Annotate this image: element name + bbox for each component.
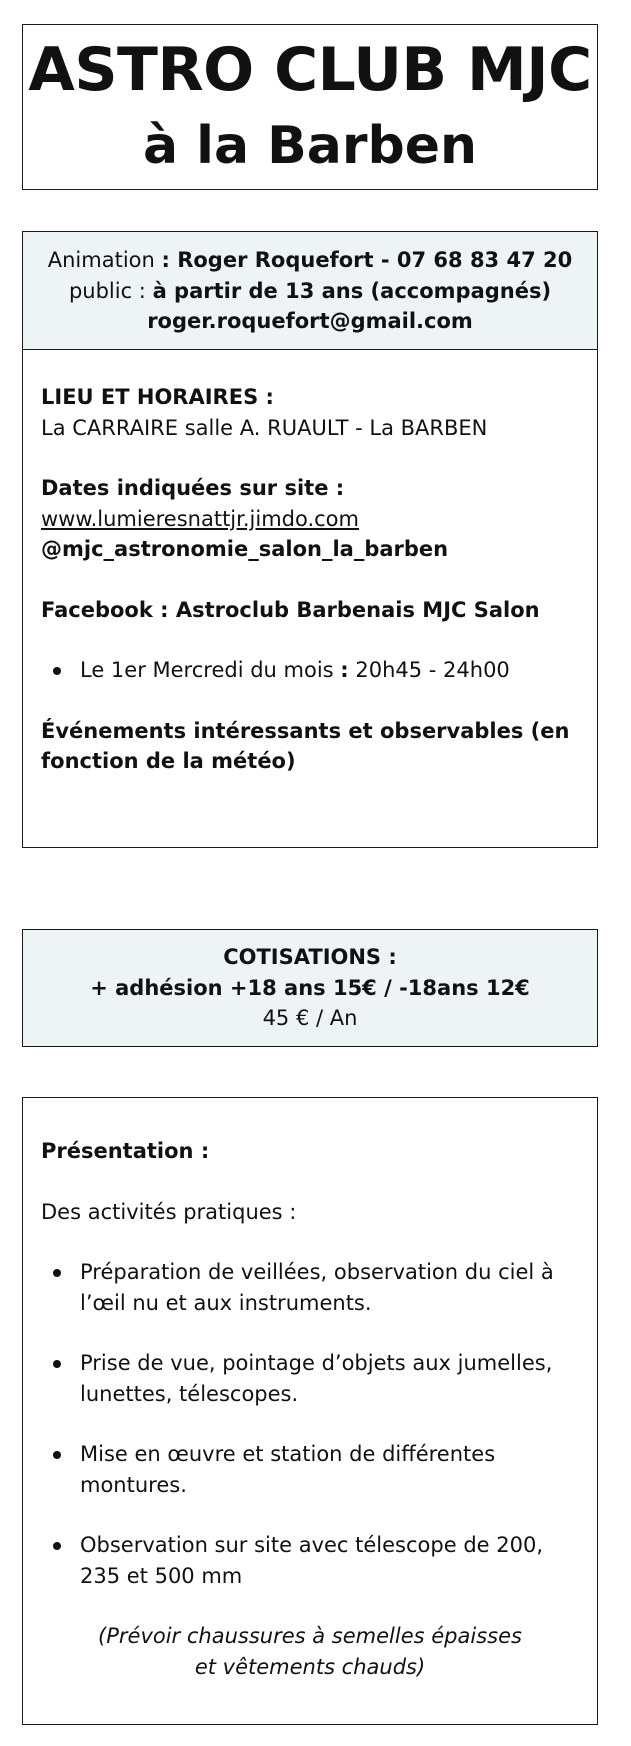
note-line-2: et vêtements chauds) xyxy=(194,1654,426,1679)
list-item: Mise en œuvre et station de différentes montures. xyxy=(41,1439,579,1500)
lieu-heading: LIEU ET HORAIRES : xyxy=(41,385,274,409)
website-link[interactable]: www.lumieresnattjr.jimdo.com xyxy=(41,506,359,531)
page-title: ASTRO CLUB MJC xyxy=(28,35,592,105)
title-box xyxy=(22,24,598,190)
info-box xyxy=(22,231,598,848)
adhesion-line: + adhésion +18 ans 15€ / -18ans 12€ xyxy=(90,975,530,1000)
instagram-handle: @mjc_astronomie_salon_la_barben xyxy=(41,537,449,561)
lieu-section xyxy=(41,382,579,443)
page-subtitle: à la Barben xyxy=(142,116,478,176)
list-item xyxy=(41,655,579,686)
animation-label: Animation xyxy=(47,248,162,272)
presentation-heading: Présentation : xyxy=(41,1139,210,1163)
note xyxy=(41,1621,579,1682)
info-body xyxy=(23,350,597,777)
list-item: Observation sur site avec télescope de 200, 235 et 500 mm xyxy=(41,1530,579,1591)
cotisations-box xyxy=(22,929,598,1047)
list-item: Prise de vue, pointage d’objets aux jumelles, lunettes, télescopes. xyxy=(41,1348,579,1409)
public-value: à partir de 13 ans (accompagnés) xyxy=(152,278,552,303)
contact-header xyxy=(23,232,597,350)
schedule-label: Le 1er Mercredi du mois xyxy=(80,658,341,682)
activities-list xyxy=(41,1257,579,1591)
price-line: 45 € / An xyxy=(262,1006,358,1030)
schedule-time: 20h45 - 24h00 xyxy=(348,658,510,682)
schedule-list xyxy=(41,655,579,686)
list-item: Préparation de veillées, observation du ciel à l’œil nu et aux instruments. xyxy=(41,1257,579,1318)
lieu-value: La CARRAIRE salle A. RUAULT - La BARBEN xyxy=(41,415,488,440)
public-line xyxy=(23,276,597,307)
dates-section xyxy=(41,473,579,565)
animation-line xyxy=(23,245,597,276)
note-line-1: (Prévoir chaussures à semelles épaisses xyxy=(98,1624,522,1648)
public-label: public : xyxy=(68,278,153,303)
dates-heading: Dates indiquées sur site : xyxy=(41,476,345,500)
facebook-line: Facebook : Astroclub Barbenais MJC Salon xyxy=(41,597,540,622)
contact-email[interactable]: roger.roquefort@gmail.com xyxy=(147,309,473,333)
animation-value: : Roger Roquefort - 07 68 83 47 20 xyxy=(161,248,573,272)
schedule-separator: : xyxy=(340,658,349,682)
cotisations-heading: COTISATIONS : xyxy=(223,945,397,969)
presentation-intro: Des activités pratiques : xyxy=(41,1199,297,1224)
events-line: Événements intéressants et observables (en fonction de la météo) xyxy=(41,718,570,773)
presentation-box xyxy=(22,1097,598,1725)
